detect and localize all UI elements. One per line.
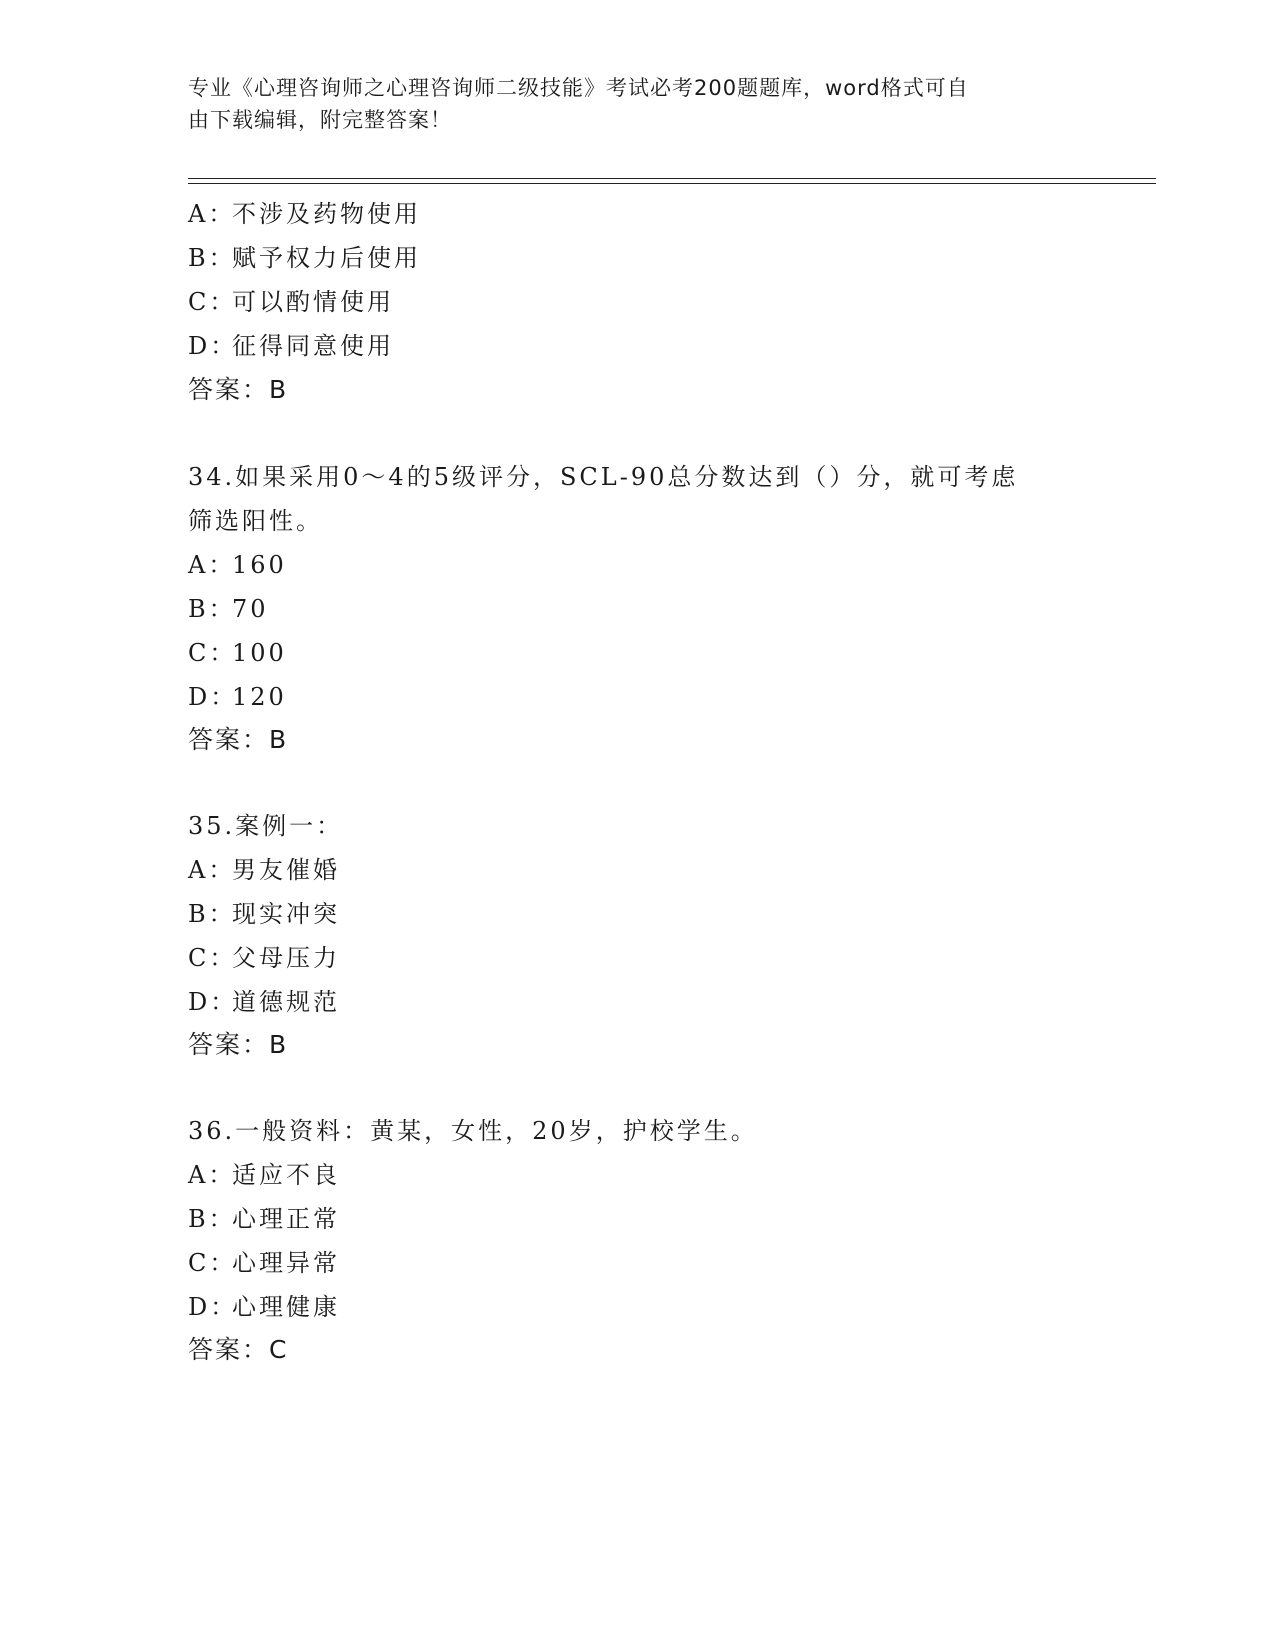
- q34-option-c: [188, 633, 287, 668]
- option-letter: B：: [188, 595, 236, 623]
- q35-answer: 答案：B: [188, 1030, 289, 1059]
- option-letter: B：: [188, 244, 236, 272]
- option-letter: A：: [188, 551, 236, 579]
- option-letter: D：: [188, 683, 238, 711]
- option-letter: C：: [188, 944, 237, 972]
- option-text: 100: [232, 639, 287, 667]
- header-line-1: 专业《心理咨询师之心理咨询师二级技能》考试必考200题题库，word格式可自: [188, 76, 969, 100]
- q33-option-d: [188, 326, 394, 361]
- q35-option-b: [188, 894, 340, 929]
- option-text: 适应不良: [232, 1161, 340, 1189]
- header-line-2: 由下载编辑，附完整答案！: [188, 108, 452, 132]
- q35-option-a: [188, 850, 340, 885]
- option-text: 父母压力: [232, 944, 340, 972]
- option-text: 70: [232, 595, 269, 623]
- option-text: 心理正常: [232, 1205, 340, 1233]
- option-text: 现实冲突: [232, 900, 340, 928]
- q33-answer: 答案：B: [188, 375, 289, 404]
- q36-option-c: [188, 1243, 340, 1278]
- option-letter: C：: [188, 288, 237, 316]
- option-letter: C：: [188, 1249, 237, 1277]
- option-letter: A：: [188, 200, 236, 228]
- q36-option-d: [188, 1287, 340, 1322]
- option-letter: B：: [188, 1205, 236, 1233]
- q34-option-b: [188, 589, 269, 624]
- option-text: 不涉及药物使用: [232, 200, 421, 228]
- option-text: 赋予权力后使用: [232, 244, 421, 272]
- q36-option-b: [188, 1199, 340, 1234]
- option-text: 可以酌情使用: [232, 288, 394, 316]
- q35-option-d: [188, 982, 340, 1017]
- q35-option-c: [188, 938, 340, 973]
- option-letter: D：: [188, 1293, 238, 1321]
- option-letter: A：: [188, 856, 236, 884]
- q34-stem-line-2: 筛选阳性。: [188, 507, 323, 535]
- option-letter: C：: [188, 639, 237, 667]
- option-letter: D：: [188, 332, 238, 360]
- option-text: 心理异常: [232, 1249, 340, 1277]
- q34-option-a: [188, 545, 287, 580]
- q36-option-a: [188, 1155, 340, 1190]
- option-letter: D：: [188, 988, 238, 1016]
- q33-option-c: [188, 282, 394, 317]
- option-text: 男友催婚: [232, 856, 340, 884]
- q33-option-a: [188, 194, 421, 229]
- option-text: 征得同意使用: [232, 332, 394, 360]
- q33-option-b: [188, 238, 421, 273]
- header-rule-bottom: [188, 183, 1156, 184]
- option-text: 160: [232, 551, 287, 579]
- q34-answer: 答案：B: [188, 725, 289, 754]
- header-rule-top: [188, 178, 1156, 179]
- document-header: [188, 72, 1068, 136]
- option-text: 120: [232, 683, 287, 711]
- q34-option-d: [188, 677, 287, 712]
- option-letter: B：: [188, 900, 236, 928]
- q34-stem-line-1: 34.如果采用0～4的5级评分，SCL-90总分数达到（）分，就可考虑: [188, 463, 1019, 491]
- q35-stem-line-1: 35.案例一：: [188, 812, 344, 840]
- option-letter: A：: [188, 1161, 236, 1189]
- q36-stem-line-1: 36.一般资料：黄某，女性，20岁，护校学生。: [188, 1117, 758, 1145]
- option-text: 道德规范: [232, 988, 340, 1016]
- q36-answer: 答案：C: [188, 1335, 289, 1364]
- option-text: 心理健康: [232, 1293, 340, 1321]
